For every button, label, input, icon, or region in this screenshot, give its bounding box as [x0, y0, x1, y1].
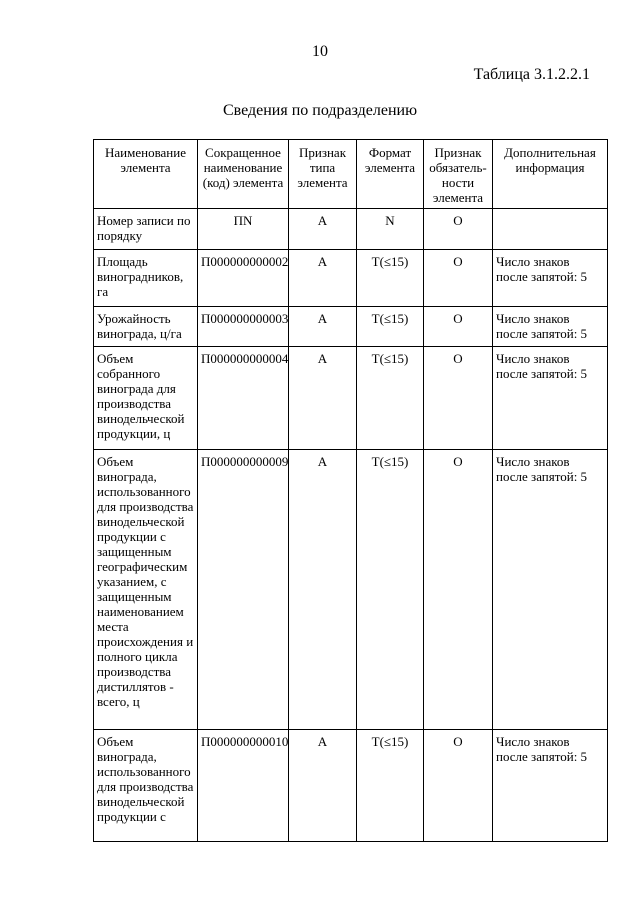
cell-info: Число знаков после запятой: 5 [493, 250, 608, 307]
cell-info [493, 209, 608, 250]
header-code: Сокращенное наименование (код) элемента [198, 140, 289, 209]
cell-type: А [289, 450, 357, 730]
cell-name: Объем винограда, использованного для производства винодельческой продукции с [94, 730, 198, 842]
cell-type: А [289, 730, 357, 842]
table-row [94, 307, 608, 347]
table-header-row [94, 140, 608, 209]
cell-type: А [289, 250, 357, 307]
cell-code: П000000000004 [198, 347, 289, 450]
cell-name: Объем винограда, использованного для производства винодельческой продукции с защищенным географическим указанием, с защищенным наименованием места происхождения и полного цикла производства дистиллятов - всего, ц [94, 450, 198, 730]
table-title: Сведения по подразделению [222, 102, 418, 119]
page-number: 10 [312, 43, 328, 60]
table-row [94, 250, 608, 307]
header-type: Признак типа элемента [289, 140, 357, 209]
cell-info: Число знаков после запятой: 5 [493, 730, 608, 842]
cell-type: А [289, 307, 357, 347]
cell-format: N [357, 209, 424, 250]
cell-format: T(≤15) [357, 250, 424, 307]
cell-code: П000000000003 [198, 307, 289, 347]
cell-code: П000000000009 [198, 450, 289, 730]
cell-format: T(≤15) [357, 307, 424, 347]
cell-format: T(≤15) [357, 347, 424, 450]
table-reference: Таблица 3.1.2.2.1 [473, 66, 590, 83]
table-row [94, 450, 608, 730]
cell-required: О [424, 307, 493, 347]
cell-code: П000000000010 [198, 730, 289, 842]
header-name: Наименование элемента [94, 140, 198, 209]
cell-name: Объем собранного винограда для производства винодельческой продукции, ц [94, 347, 198, 450]
cell-info: Число знаков после запятой: 5 [493, 307, 608, 347]
cell-required: О [424, 730, 493, 842]
cell-code: ПN [198, 209, 289, 250]
data-table [93, 139, 608, 842]
cell-info: Число знаков после запятой: 5 [493, 347, 608, 450]
cell-name: Площадь виноградников, га [94, 250, 198, 307]
cell-required: О [424, 450, 493, 730]
table-row [94, 209, 608, 250]
cell-required: О [424, 209, 493, 250]
cell-name: Номер записи по порядку [94, 209, 198, 250]
cell-info: Число знаков после запятой: 5 [493, 450, 608, 730]
cell-code: П000000000002 [198, 250, 289, 307]
header-required: Признак обязатель-ности элемента [424, 140, 493, 209]
table-row [94, 347, 608, 450]
cell-name: Урожайность винограда, ц/га [94, 307, 198, 347]
table-row [94, 730, 608, 842]
cell-type: А [289, 347, 357, 450]
header-format: Формат элемента [357, 140, 424, 209]
cell-required: О [424, 347, 493, 450]
header-info: Дополнительная информация [493, 140, 608, 209]
cell-format: T(≤15) [357, 450, 424, 730]
cell-required: О [424, 250, 493, 307]
cell-format: T(≤15) [357, 730, 424, 842]
cell-type: А [289, 209, 357, 250]
